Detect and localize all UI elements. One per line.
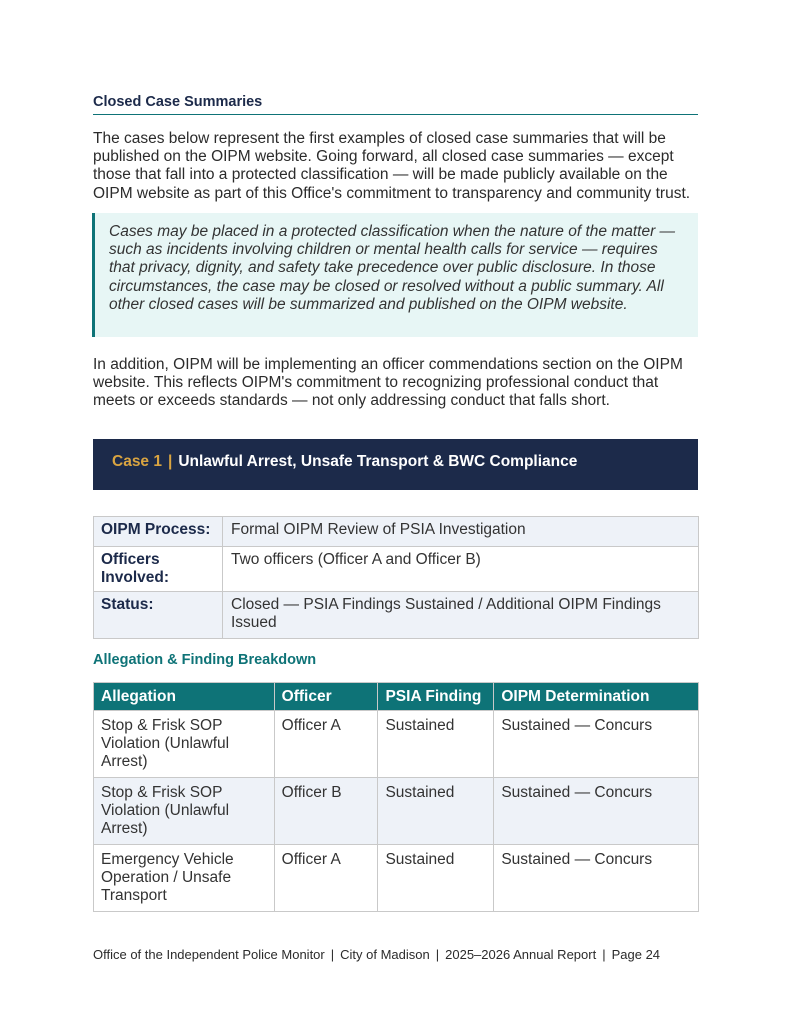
oipm-determination-cell: Sustained — Concurs [494, 711, 699, 778]
case-title: Unlawful Arrest, Unsafe Transport & BWC Compliance [178, 453, 578, 470]
footer-separator: | [602, 947, 606, 962]
intro-paragraph: The cases below represent the first examples of closed case summaries that will be published on the OIPM website. Going forward, all closed case summaries — except those that fall into a protected classification — will be made publicly available on the OIPM website as part of this Office's commitment to transparency and community trust. [93, 130, 691, 202]
info-value: Two officers (Officer A and Officer B) [223, 547, 699, 592]
psia-finding-cell: Sustained [378, 711, 494, 778]
page-footer [93, 947, 660, 962]
footer-separator: | [330, 947, 335, 962]
info-value: Formal OIPM Review of PSIA Investigation [223, 517, 699, 547]
section-title: Closed Case Summaries [93, 94, 698, 115]
officer-cell: Officer B [274, 778, 378, 845]
psia-finding-cell: Sustained [378, 778, 494, 845]
case-number: Case 1 [112, 453, 162, 470]
footer-separator: | [435, 947, 440, 962]
info-row [94, 517, 699, 547]
case-info-table [93, 516, 699, 639]
info-label: Officers Involved: [94, 547, 223, 592]
page-number: Page 24 [611, 947, 661, 962]
info-value: Closed — PSIA Findings Sustained / Additional OIPM Findings Issued [223, 592, 699, 639]
oipm-determination-cell: Sustained — Concurs [494, 845, 699, 912]
footer-report: 2025–2026 Annual Report [445, 947, 597, 962]
officer-cell: Officer A [274, 845, 378, 912]
info-label: Status: [94, 592, 223, 639]
table-row [94, 711, 699, 778]
column-header: Allegation [94, 683, 275, 711]
info-row [94, 547, 699, 592]
column-header: PSIA Finding [378, 683, 494, 711]
info-label: OIPM Process: [94, 517, 223, 547]
column-header: Officer [274, 683, 378, 711]
footer-city: City of Madison [340, 947, 430, 962]
column-header: OIPM Determination [494, 683, 699, 711]
info-row [94, 592, 699, 639]
allegation-cell: Emergency Vehicle Operation / Unsafe Transport [94, 845, 275, 912]
allegation-table [93, 682, 699, 912]
oipm-determination-cell: Sustained — Concurs [494, 778, 699, 845]
footer-office: Office of the Independent Police Monitor [93, 947, 325, 962]
table-row [94, 778, 699, 845]
case-banner [93, 439, 698, 490]
table-header-row [94, 683, 699, 711]
breakdown-heading: Allegation & Finding Breakdown [93, 652, 317, 668]
officer-cell: Officer A [274, 711, 378, 778]
callout-text: Cases may be placed in a protected classification when the nature of the matter — such as incidents involving children or mental health calls for service — requires that privacy, dignity, and safety take precedence over public disclosure. In those circumstances, the case may be closed or resolved without a public summary. All other closed cases will be summarized and published on the OIPM website. [109, 223, 676, 313]
protected-classification-callout [92, 213, 698, 337]
psia-finding-cell: Sustained [378, 845, 494, 912]
table-row [94, 845, 699, 912]
case-separator: | [167, 453, 173, 470]
commendations-paragraph: In addition, OIPM will be implementing an officer commendations section on the OIPM website. This reflects OIPM's commitment to recognizing professional conduct that meets or exceeds standards — not only addressing conduct that falls short. [93, 356, 683, 410]
allegation-cell: Stop & Frisk SOP Violation (Unlawful Arrest) [94, 711, 275, 778]
allegation-cell: Stop & Frisk SOP Violation (Unlawful Arrest) [94, 778, 275, 845]
